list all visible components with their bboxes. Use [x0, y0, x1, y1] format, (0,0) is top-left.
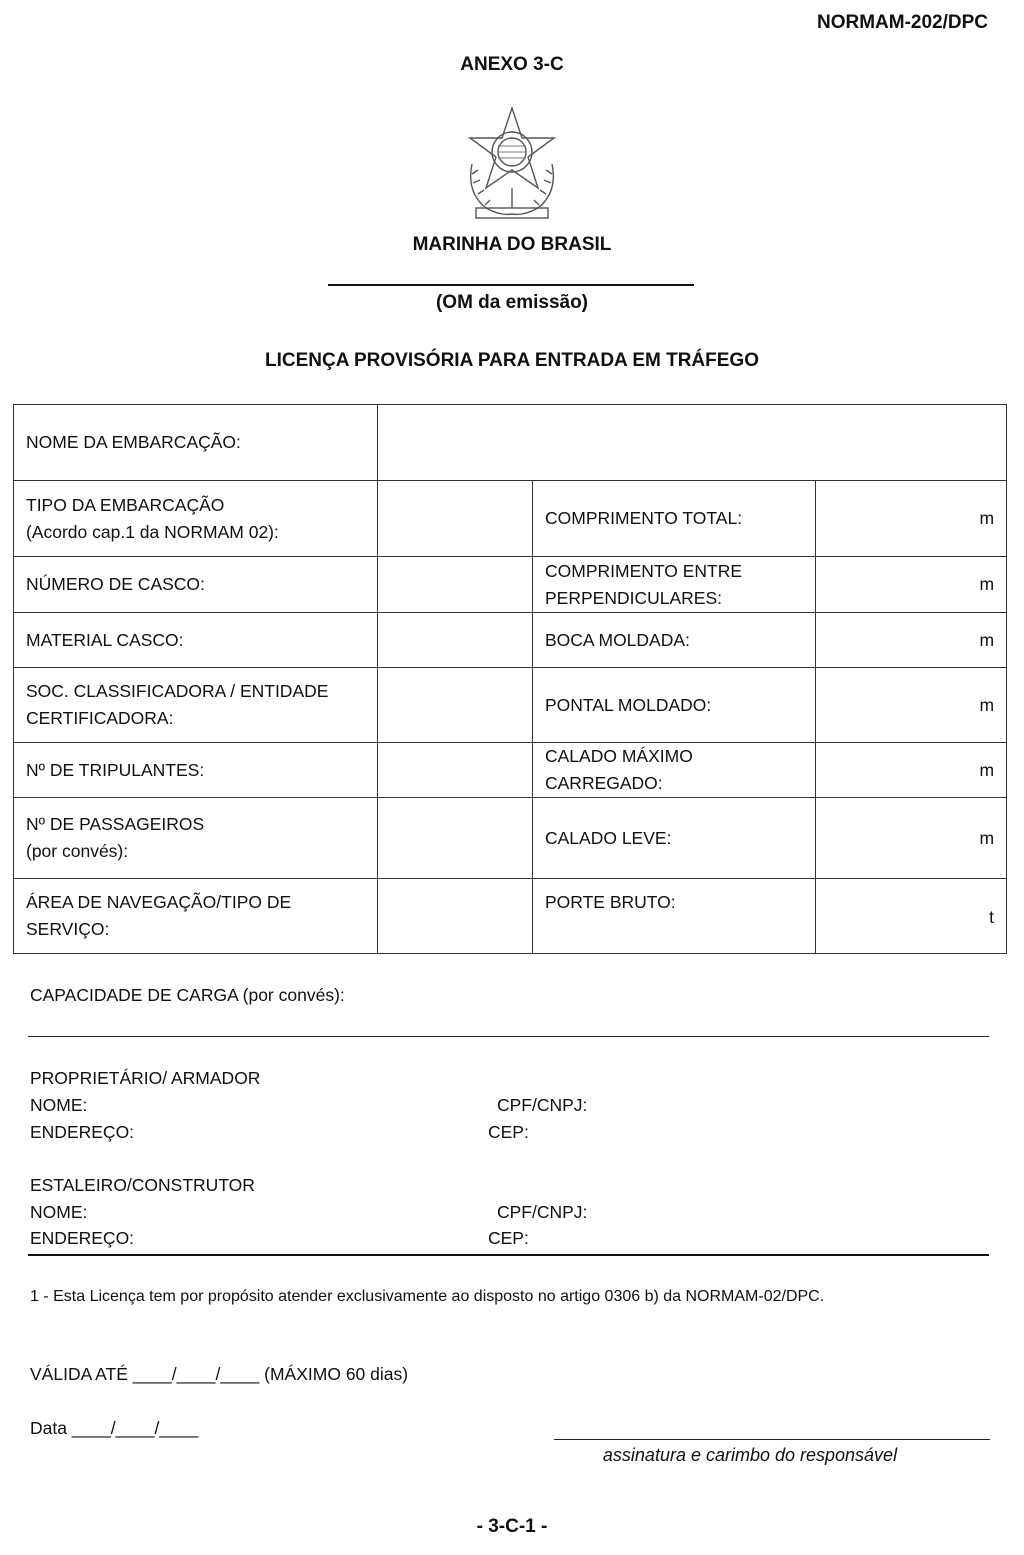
row-unit[interactable]: m: [816, 613, 1007, 668]
row-unit[interactable]: m: [816, 481, 1007, 557]
owner-address-label: ENDEREÇO:: [30, 1122, 135, 1142]
table-row: [14, 613, 1007, 668]
table-row: [14, 879, 1007, 954]
table-row: [14, 798, 1007, 879]
date-line[interactable]: Data ____/____/____: [30, 1418, 199, 1438]
row-measure-label: BOCA MOLDADA:: [533, 613, 816, 668]
owner-name-label: NOME:: [30, 1095, 88, 1115]
row-value-field[interactable]: [378, 557, 533, 613]
row-value-field[interactable]: [378, 879, 533, 954]
cargo-capacity-line[interactable]: [28, 1036, 989, 1037]
row-value-field[interactable]: [378, 743, 533, 798]
cargo-capacity-label: CAPACIDADE DE CARGA (por convés):: [30, 985, 345, 1005]
table-row: [14, 405, 1007, 481]
row-measure-label: CALADO MÁXIMO CARREGADO:: [533, 743, 816, 798]
row-label: MATERIAL CASCO:: [14, 613, 378, 668]
builder-heading: ESTALEIRO/CONSTRUTOR: [30, 1175, 255, 1195]
table-row: [14, 743, 1007, 798]
organization-name: MARINHA DO BRASIL: [412, 234, 612, 255]
row-value-field[interactable]: [378, 613, 533, 668]
row-label: TIPO DA EMBARCAÇÃO (Acordo cap.1 da NORMAM 02):: [14, 481, 378, 557]
annex-title: ANEXO 3-C: [460, 54, 564, 75]
vessel-data-table: [13, 404, 1007, 954]
row-unit[interactable]: m: [816, 557, 1007, 613]
page-number: - 3-C-1 -: [476, 1516, 548, 1537]
row-label: SOC. CLASSIFICADORA / ENTIDADE CERTIFICADORA:: [14, 668, 378, 743]
row-value-field[interactable]: [378, 668, 533, 743]
row-value-field[interactable]: [378, 481, 533, 557]
row-label: Nº DE TRIPULANTES:: [14, 743, 378, 798]
row-unit[interactable]: m: [816, 743, 1007, 798]
table-row: [14, 668, 1007, 743]
row-measure-label: COMPRIMENTO TOTAL:: [533, 481, 816, 557]
row-label: NÚMERO DE CASCO:: [14, 557, 378, 613]
builder-address-label: ENDEREÇO:: [30, 1228, 135, 1248]
om-caption: (OM da emissão): [435, 292, 589, 313]
row-measure-label: PONTAL MOLDADO:: [533, 668, 816, 743]
row-value-field[interactable]: [378, 798, 533, 879]
table-row: [14, 557, 1007, 613]
row-measure-label: PORTE BRUTO:: [533, 879, 816, 954]
om-blank-line: [328, 284, 694, 286]
row-label: ÁREA DE NAVEGAÇÃO/TIPO DE SERVIÇO:: [14, 879, 378, 954]
row-label: Nº DE PASSAGEIROS (por convés):: [14, 798, 378, 879]
coat-of-arms-icon: [452, 104, 572, 226]
footnote: 1 - Esta Licença tem por propósito atender exclusivamente ao disposto no artigo 0306 b) da NORMAM-02/DPC.: [30, 1288, 825, 1305]
form-title: LICENÇA PROVISÓRIA PARA ENTRADA EM TRÁFEGO: [264, 350, 759, 371]
owner-heading: PROPRIETÁRIO/ ARMADOR: [30, 1068, 261, 1088]
builder-cpf-label: CPF/CNPJ:: [497, 1202, 588, 1222]
owner-cpf-label: CPF/CNPJ:: [497, 1095, 588, 1115]
table-row: [14, 481, 1007, 557]
builder-name-label: NOME:: [30, 1202, 88, 1222]
document-code: NORMAM-202/DPC: [816, 12, 988, 33]
vessel-name-field[interactable]: [378, 405, 1007, 481]
builder-cep-label: CEP:: [488, 1228, 529, 1248]
row-unit[interactable]: m: [816, 798, 1007, 879]
row-measure-label: COMPRIMENTO ENTRE PERPENDICULARES:: [533, 557, 816, 613]
row-measure-label: CALADO LEVE:: [533, 798, 816, 879]
section-divider: [28, 1254, 989, 1256]
signature-line[interactable]: [554, 1439, 990, 1440]
vessel-name-label: NOME DA EMBARCAÇÃO:: [14, 405, 378, 481]
row-unit[interactable]: m: [816, 668, 1007, 743]
row-unit[interactable]: t: [816, 879, 1007, 954]
owner-cep-label: CEP:: [488, 1122, 529, 1142]
validity-line[interactable]: VÁLIDA ATÉ ____/____/____ (MÁXIMO 60 dias): [30, 1364, 409, 1384]
signature-caption: assinatura e carimbo do responsável: [602, 1445, 898, 1465]
